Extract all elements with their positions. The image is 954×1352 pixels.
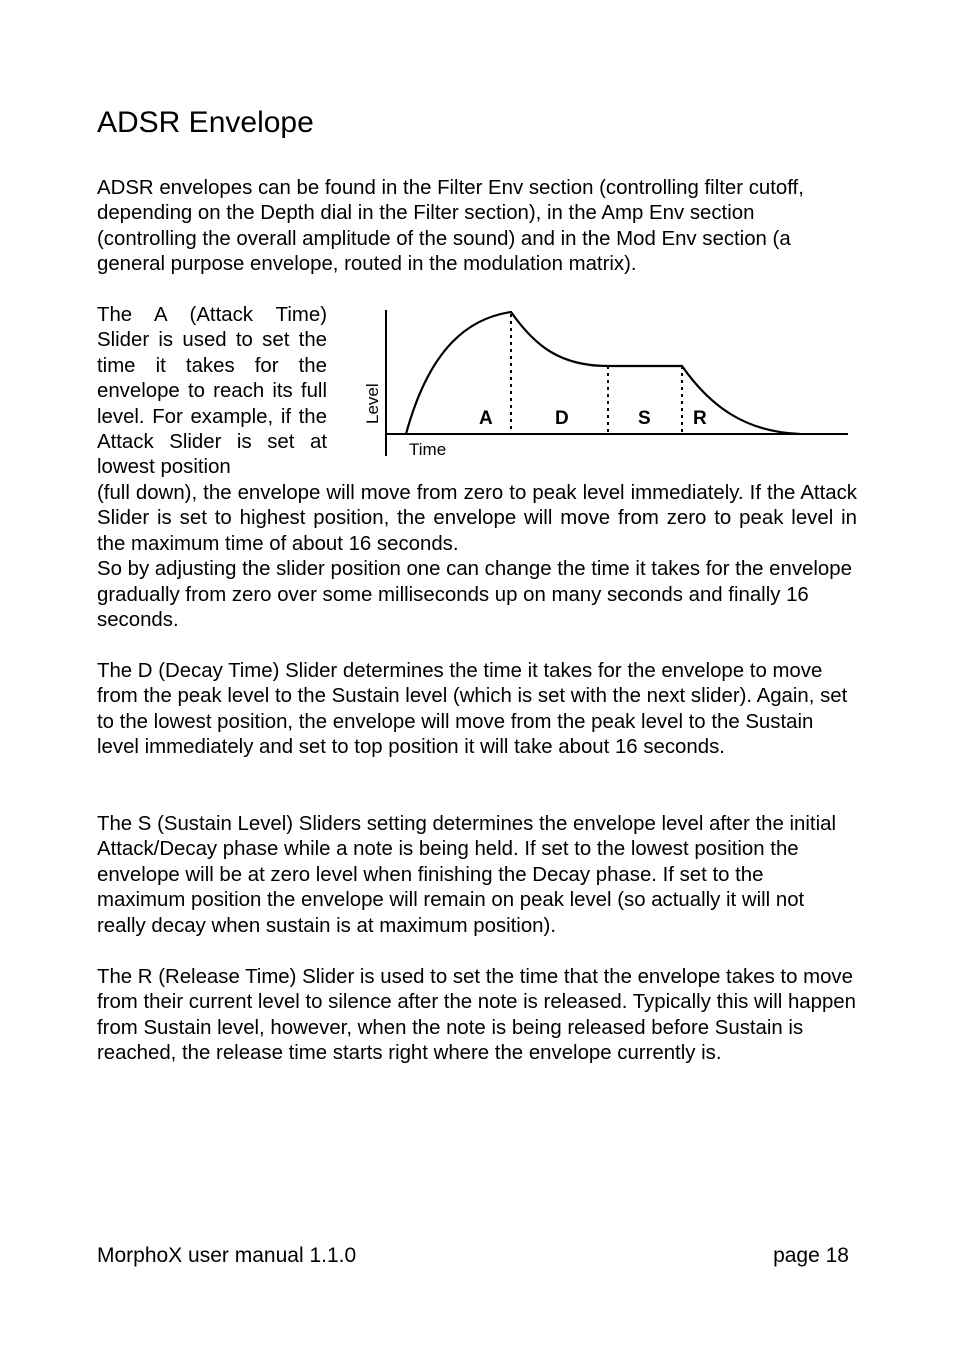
phase-label-a: A [479, 408, 493, 429]
envelope-curve [406, 312, 800, 434]
attack-paragraph-more: So by adjusting the slider position one can change the time it takes for the envelope gradually from zero over some milliseconds up on many seconds and finally 16 seconds. [97, 558, 852, 632]
phase-label-r: R [693, 408, 707, 429]
intro-paragraph: ADSR envelopes can be found in the Filter Env section (controlling filter cutoff, depending on the Depth dial in the Filter section), in the Amp Env section (controlling the overall amplitude of the sound) and in the Mod Env section (a general purpose envelope, routed in the modulation matrix). [97, 177, 804, 276]
adsr-envelope-diagram [360, 306, 852, 462]
release-paragraph: The R (Release Time) Slider is used to set the time that the envelope takes to move from their current level to silence after the note is released. Typically this will happen from Sustain level, however, when the note is being released before Sustain is reached, the release time starts right where the envelope currently is. [97, 966, 856, 1065]
phase-label-s: S [638, 408, 651, 429]
attack-paragraph-start: The A (Attack Time) Slider is used to set the time it takes for the envelope to reach its full level. For example, if the Attack Slider is set at lowest position [97, 304, 327, 479]
decay-paragraph: The D (Decay Time) Slider determines the time it takes for the envelope to move from the peak level to the Sustain level (which is set with the next slider). Again, set to the lowest position, the envelope will move from the peak level to the Sustain level immediately and set to top position it will take about 16 seconds. [97, 660, 848, 759]
attack-section-continued [97, 481, 857, 633]
attack-paragraph-end: (full down), the envelope will move from zero to peak level immediately. If the Attack Slider is set to highest position, the envelope will move from zero to peak level in the maximum time of about 16 seconds. [97, 482, 857, 555]
y-axis-label: Level [363, 383, 382, 424]
x-axis-label: Time [409, 440, 447, 459]
page-title: ADSR Envelope [97, 106, 314, 139]
footer-page-number: page 18 [773, 1244, 849, 1267]
footer-manual-title: MorphoX user manual 1.1.0 [97, 1244, 357, 1267]
phase-label-d: D [555, 408, 569, 429]
sustain-paragraph: The S (Sustain Level) Sliders setting determines the envelope level after the initial Attack/Decay phase while a note is being held. If set to the lowest position the envelope will be at zero level when finishing the Decay phase. If set to the maximum position the envelope will remain on peak level (so actually it will not really decay when sustain is at maximum position). [97, 813, 836, 937]
